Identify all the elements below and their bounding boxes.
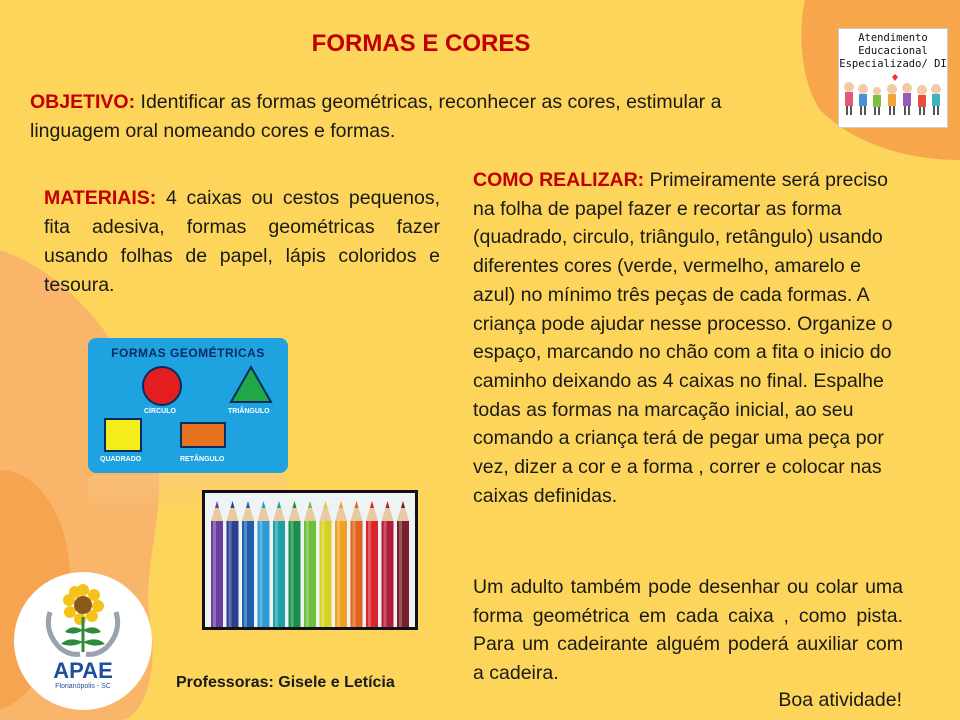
pencil-body [397,521,409,627]
materials-paragraph [44,184,440,300]
pencil-body [351,521,363,627]
pencil-body [335,521,347,627]
pencil-body [289,521,301,627]
pencil-shine [384,521,387,627]
apae-logo [14,572,152,710]
pencil-body [273,521,285,627]
aee-logo-line1: Atendimento [858,32,928,44]
children-illustration [839,73,945,121]
yellow-square-shape [105,419,141,451]
pencil-shine [275,521,278,627]
shapes-card-title: FORMAS GEOMÉTRICAS [111,346,265,360]
red-circle-shape [143,367,181,405]
circle-label: CÍRCULO [144,408,176,415]
pencil-body [366,521,378,627]
pencil-shine [322,521,325,627]
apae-city: Florianópolis - SC [55,683,111,690]
pencil-shine [368,521,371,627]
pencil-shine [229,521,232,627]
pencil-shine [213,521,216,627]
apae-name: APAE [53,658,113,683]
green-triangle-shape [231,367,271,402]
pencils-illustration [205,493,415,627]
how-to-extra-paragraph: Um adulto também pode desenhar ou colar uma forma geométrica em cada caixa , como pista. Para um cadeirante alguém poderá auxiliar com a cadeira. [473,576,903,685]
pencil-body [258,521,270,627]
pencil-body [242,521,254,627]
how-to-paragraph [473,166,903,510]
pencil-body [382,521,394,627]
aee-logo-line3: Especializado/ DI [839,58,947,70]
pencil-body [320,521,332,627]
how-to-label: COMO REALIZAR: [473,169,645,191]
closing-text: Boa atividade! [778,689,902,711]
pencil-shine [353,521,356,627]
shapes-illustration [88,338,288,473]
pencil-shine [291,521,294,627]
aee-logo-line2: Educacional [858,45,928,57]
rectangle-label: RETÂNGULO [180,456,225,463]
colored-pencils-photo [202,490,418,630]
materials-label: MATERIAIS: [44,187,157,209]
pencil-shine [244,521,247,627]
pencil-shine [306,521,309,627]
materials-text: 4 caixas ou cestos pequenos, fita adesiva, formas geométricas fazer usando folhas de papel, lápis coloridos e tesoura. [44,187,440,296]
pencil-body [211,521,223,627]
pencil-body [227,521,239,627]
pencil-shine [260,521,263,627]
orange-rectangle-shape [181,423,225,447]
page-title: FORMAS E CORES [311,30,531,57]
geometric-shapes-card [88,338,288,473]
aee-logo-text [839,32,947,71]
pencil-shine [337,521,340,627]
teachers-credit: Professoras: Gisele e Letícia [176,674,395,691]
objective-label: OBJETIVO: [30,91,136,113]
objective-text: Identificar as formas geométricas, reconhecer as cores, estimular a linguagem oral nomeando cores e formas. [30,91,722,142]
triangle-label: TRIÂNGULO [228,408,270,415]
aee-logo [838,28,948,128]
pencil-body [304,521,316,627]
pencil-shine [399,521,402,627]
objective-paragraph [30,88,790,146]
how-to-text: Primeiramente será preciso na folha de papel fazer e recortar as forma (quadrado, circulo, triângulo, retângulo) usando diferentes cores (verde, vermelho, amarelo e azul) no mínimo três peças de cada formas. A criança pode ajudar nesse processo. Organize o espaço, marcando no chão com a fita o inicio do caminho deixando as 4 caixas no final. Espalhe todas as formas na marcação inicial, ao seu comando a criança terá de pegar uma peça por vez, dizer a cor e a forma , correr e colocar nas caixas definidas. [473,169,893,507]
apae-flower-hands-icon [14,572,152,662]
square-label: QUADRADO [100,456,142,463]
